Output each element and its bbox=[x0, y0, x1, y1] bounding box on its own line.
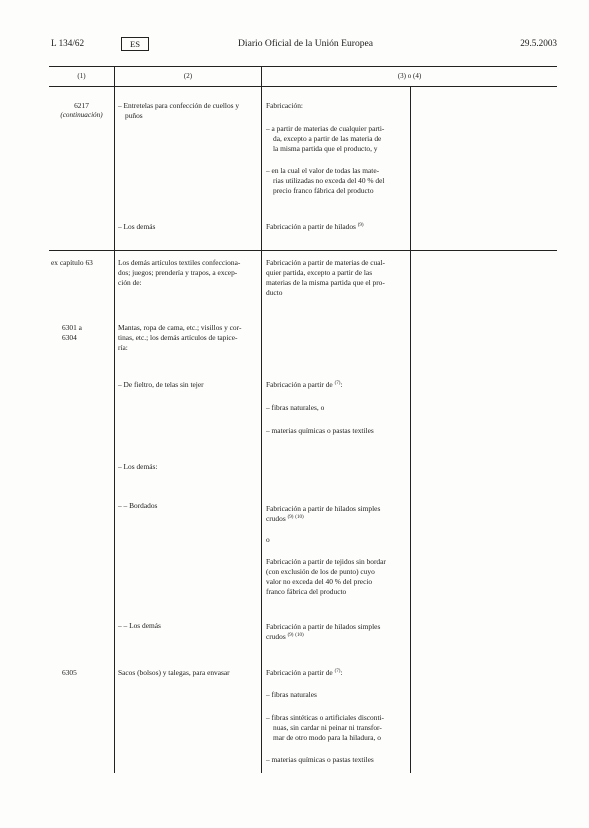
table-top-rule bbox=[49, 66, 557, 67]
description-line: ción de: bbox=[118, 278, 142, 287]
column-header-2: (2) bbox=[183, 72, 193, 80]
rule-line: la misma partida que el producto, y bbox=[273, 144, 378, 153]
rule-line: da, excepto a partir de las materia de bbox=[273, 134, 382, 143]
rule-line bbox=[266, 380, 342, 389]
rule-line: – a partir de materias de cualquier parti- bbox=[266, 124, 385, 133]
table-header-rule bbox=[49, 86, 557, 87]
rule-line: – en la cual el valor de todas las mate- bbox=[266, 166, 380, 175]
rule-line: – fibras naturales, o bbox=[266, 403, 325, 412]
publication-date: 29.5.2003 bbox=[520, 38, 557, 48]
language-badge: ES bbox=[121, 37, 149, 51]
footnote-ref: (7) bbox=[334, 669, 341, 674]
rule-line: Fabricación a partir de hilados simples bbox=[266, 622, 381, 631]
rule-line: Fabricación a partir de tejidos sin bordar bbox=[266, 557, 386, 566]
column-header-3: (3) o (4) bbox=[397, 72, 422, 80]
description-line: – Los demás: bbox=[118, 462, 158, 471]
rule-line bbox=[266, 222, 364, 231]
rule-line bbox=[266, 514, 304, 523]
rule-text: crudos bbox=[266, 514, 286, 523]
description-line: Los demás artículos textiles confecciona- bbox=[118, 258, 241, 267]
heading-code: 6305 bbox=[62, 668, 77, 677]
footnote-ref: (10) bbox=[295, 515, 304, 520]
heading-code: 6304 bbox=[62, 333, 77, 342]
rule-text: Fabricación a partir de bbox=[266, 668, 333, 677]
footnote-ref: (9) bbox=[357, 223, 364, 228]
rule-line bbox=[266, 668, 342, 677]
rule-text: crudos bbox=[266, 632, 286, 641]
footnote-ref: (9) bbox=[287, 515, 294, 520]
description-line: Mantas, ropa de cama, etc.; visillos y cor- bbox=[118, 323, 242, 332]
heading-code: 6217 bbox=[74, 101, 89, 110]
description-line: – – Los demás bbox=[118, 621, 161, 630]
footnote-ref: (7) bbox=[334, 381, 341, 386]
rule-line: mar de otro modo para la hiladura, o bbox=[273, 733, 381, 742]
rule-line: Fabricación a partir de hilados simples bbox=[266, 504, 381, 513]
rule-line: (con exclusión de los de punto) cuyo bbox=[266, 567, 375, 576]
column-divider-3 bbox=[410, 86, 411, 773]
rule-text: Fabricación a partir de bbox=[266, 380, 333, 389]
rule-line: – materias químicas o pastas textiles bbox=[266, 755, 374, 764]
heading-code: 6301 a bbox=[62, 323, 82, 332]
journal-title: Diario Oficial de la Unión Europea bbox=[238, 38, 374, 49]
rule-text-end: : bbox=[340, 668, 343, 677]
heading-code: ex capítulo 63 bbox=[51, 258, 93, 267]
column-divider-1 bbox=[114, 66, 115, 773]
rule-line: quier partida, excepto a partir de las bbox=[266, 268, 373, 277]
rule-line bbox=[266, 632, 304, 641]
description-line: – – Bordados bbox=[118, 501, 158, 510]
rule-line: precio franco fábrica del producto bbox=[273, 186, 374, 195]
rule-line: – fibras naturales bbox=[266, 690, 317, 699]
description-line: – De fieltro, de telas sin tejer bbox=[118, 380, 204, 389]
rule-text: Fabricación a partir de hilados bbox=[266, 222, 356, 231]
description-line: Sacos (bolsos) y talegas, para envasar bbox=[118, 668, 230, 677]
rule-line: – fibras sintéticas o artificiales disconti- bbox=[266, 713, 385, 722]
page-reference: L 134/62 bbox=[51, 38, 85, 48]
rule-line: – materias químicas o pastas textiles bbox=[266, 426, 374, 435]
description-line: dos; juegos; prendería y trapos, a excep- bbox=[118, 268, 238, 277]
rule-line: Fabricación a partir de materias de cual- bbox=[266, 258, 386, 267]
heading-code-note bbox=[49, 111, 114, 120]
footnote-ref: (9) bbox=[287, 633, 294, 638]
rule-line: o bbox=[266, 535, 270, 544]
rule-line: rias utilizadas no exceda del 40 % del bbox=[273, 176, 385, 185]
description-line: tinas, etc.; los demás artículos de tapice- bbox=[118, 333, 238, 342]
footnote-ref: (10) bbox=[295, 633, 304, 638]
description-line: puños bbox=[125, 111, 143, 120]
row-separator bbox=[49, 250, 557, 251]
column-divider-2 bbox=[261, 66, 262, 773]
continuation-note: (continuación) bbox=[60, 111, 103, 119]
rule-line: nuas, sin cardar ni peinar ni transfor- bbox=[273, 723, 382, 732]
description-line: – Los demás bbox=[118, 222, 156, 231]
description-line: – Entretelas para confección de cuellos y bbox=[118, 101, 240, 110]
rule-line: ducto bbox=[266, 288, 283, 297]
rule-line: valor no exceda del 40 % del precio bbox=[266, 577, 373, 586]
column-header-1: (1) bbox=[77, 72, 86, 80]
rule-line: materias de la misma partida que el pro- bbox=[266, 278, 385, 287]
rule-text-end: : bbox=[340, 380, 343, 389]
rule-line: franco fábrica del producto bbox=[266, 587, 347, 596]
description-line: ría: bbox=[118, 343, 128, 352]
rule-line: Fabricación: bbox=[266, 101, 303, 110]
